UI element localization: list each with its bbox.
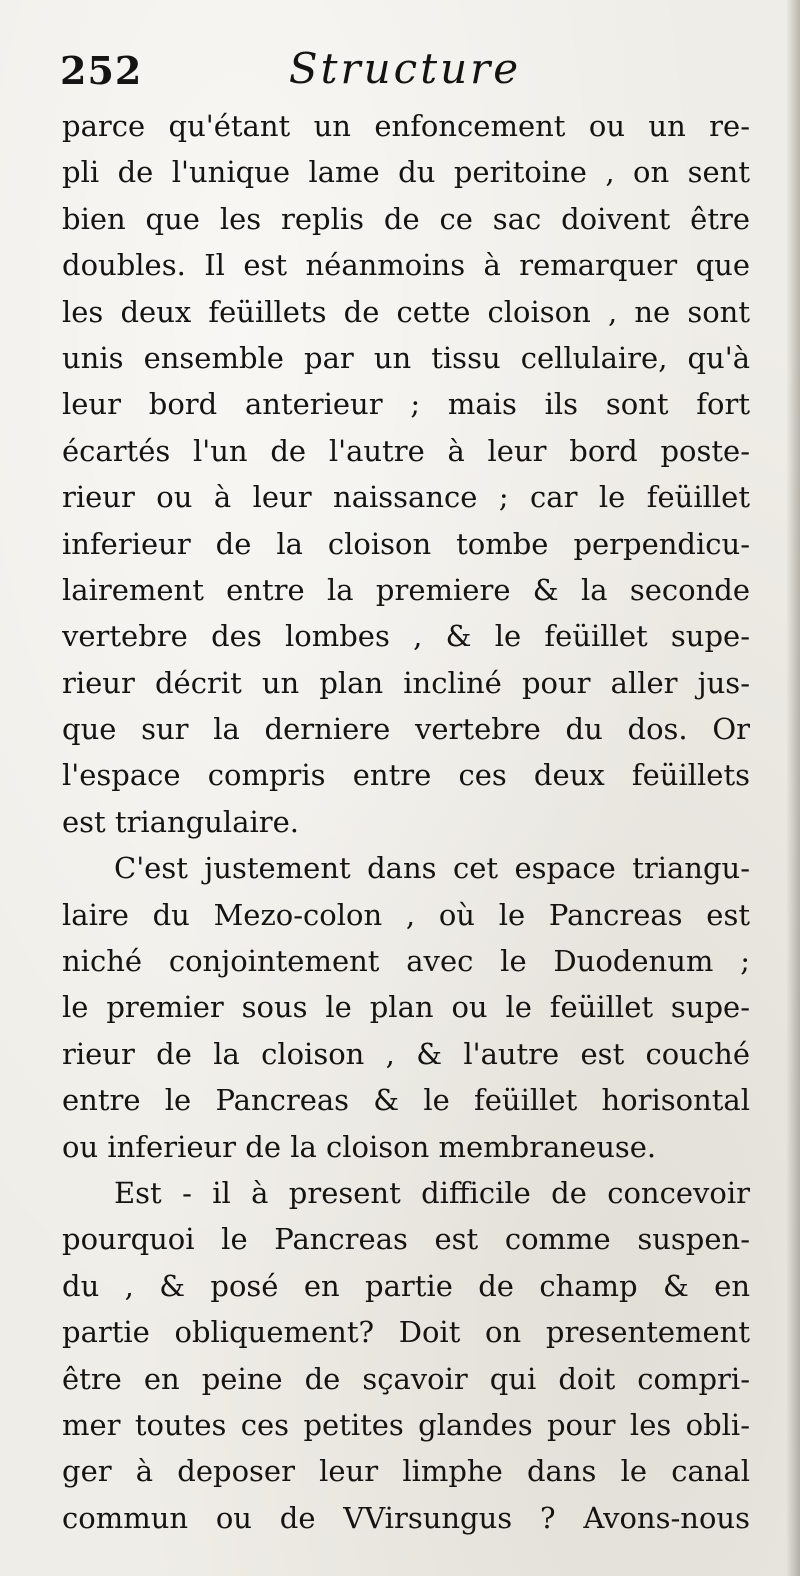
page-header	[60, 44, 750, 100]
text-line: être en peine de sçavoir qui doit compri-	[62, 1361, 750, 1396]
text-line: du , & posé en partie de champ & en	[62, 1268, 750, 1303]
text-line: les deux feüillets de cette cloison , ne sont	[62, 294, 750, 329]
text-line: que sur la derniere vertebre du dos. Or	[62, 712, 750, 747]
text-line: rieur décrit un plan incliné pour aller jus-	[62, 665, 750, 700]
text-line: partie obliquement? Doit on presentement	[62, 1315, 750, 1350]
running-head: Structure	[288, 44, 522, 93]
text-line: unis ensemble par un tissu cellulaire, qu'à	[62, 340, 750, 375]
text-line: commun ou de VVirsungus ? Avons-nous	[62, 1500, 750, 1535]
body-text	[62, 103, 750, 1541]
text-line: ger à deposer leur limphe dans le canal	[62, 1454, 750, 1489]
text-line: pourquoi le Pancreas est comme suspen-	[62, 1222, 750, 1257]
text-line: doubles. Il est néanmoins à remarquer que	[62, 248, 750, 283]
text-line: pli de l'unique lame du peritoine , on sent	[62, 155, 750, 190]
text-line: lairement entre la premiere & la seconde	[62, 572, 750, 607]
text-line: mer toutes ces petites glandes pour les obli-	[62, 1407, 750, 1442]
text-line: entre le Pancreas & le feüillet horisontal	[62, 1083, 750, 1118]
text-line: est triangulaire.	[62, 804, 299, 839]
text-line: leur bord anterieur ; mais ils sont fort	[62, 387, 750, 422]
text-line: C'est justement dans cet espace triangu-	[114, 851, 750, 886]
text-line: laire du Mezo-colon , où le Pancreas est	[62, 897, 750, 932]
text-line: parce qu'étant un enfoncement ou un re-	[62, 109, 750, 143]
text-line: inferieur de la cloison tombe perpendicu-	[62, 526, 750, 561]
text-line: vertebre des lombes , & le feüillet supe-	[62, 619, 750, 654]
text-line: l'espace compris entre ces deux feüillets	[62, 758, 750, 793]
text-line: ou inferieur de la cloison membraneuse.	[62, 1129, 657, 1164]
text-line: Est - il à present difficile de concevoir	[114, 1175, 750, 1210]
text-line: niché conjointement avec le Duodenum ;	[62, 944, 750, 979]
page-number: 252	[60, 48, 143, 93]
text-line: le premier sous le plan ou le feüillet supe-	[62, 990, 750, 1025]
text-line: bien que les replis de ce sac doivent être	[62, 201, 750, 236]
text-line: écartés l'un de l'autre à leur bord poste-	[62, 433, 750, 468]
text-line: rieur ou à leur naissance ; car le feüillet	[62, 480, 750, 515]
text-line: rieur de la cloison , & l'autre est couché	[62, 1036, 750, 1071]
